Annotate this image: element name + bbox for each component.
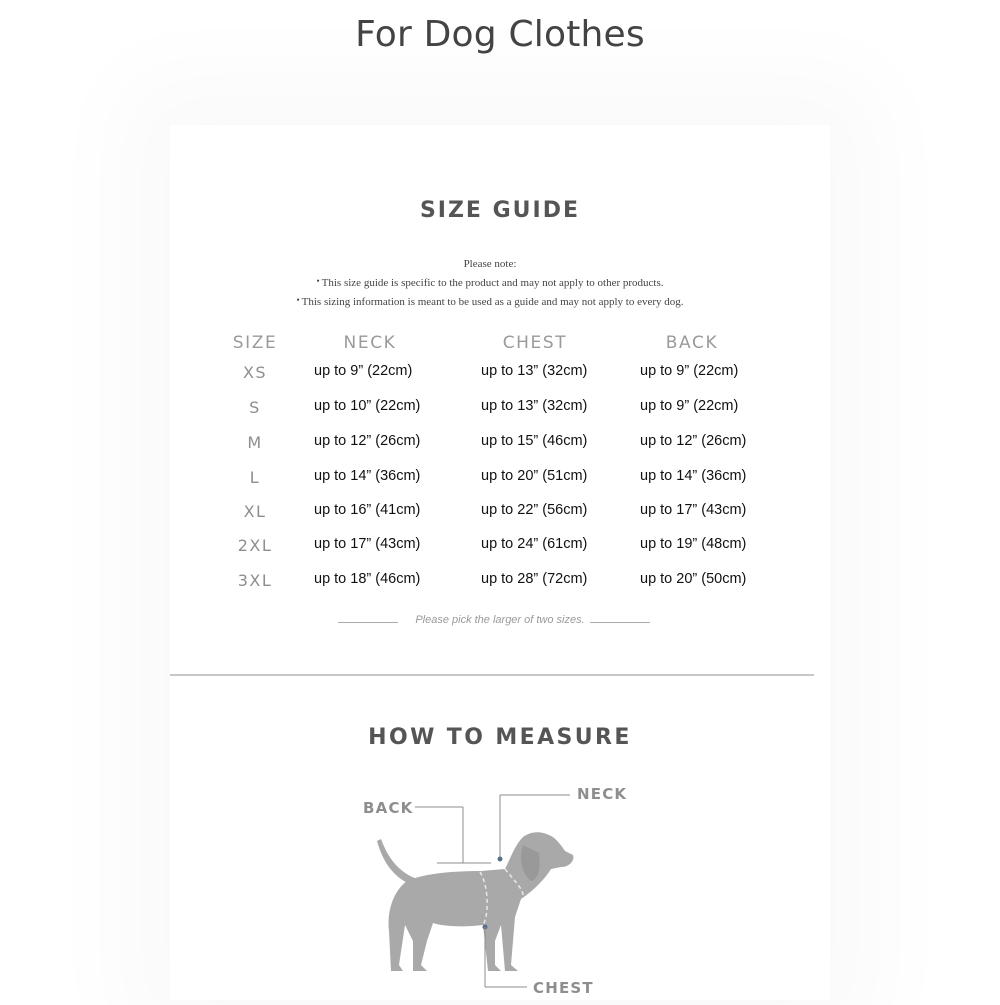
table-row <box>0 398 1000 422</box>
table-row <box>0 433 1000 457</box>
back-cell: up to 9” (22cm) <box>640 363 739 379</box>
chest-cell: up to 28” (72cm) <box>481 571 588 587</box>
chest-cell: up to 13” (32cm) <box>481 398 588 414</box>
bullet-icon: • <box>296 295 300 305</box>
size-footnote: Please pick the larger of two sizes. <box>415 614 585 626</box>
footnote-rule-right <box>590 622 650 623</box>
chest-cell: up to 22” (56cm) <box>481 502 588 518</box>
chest-cell: up to 15” (46cm) <box>481 433 588 449</box>
neck-cell: up to 16” (41cm) <box>314 502 421 518</box>
size-cell: 3XL <box>237 571 273 590</box>
table-row <box>0 468 1000 492</box>
size-guide-title: SIZE GUIDE <box>419 198 581 223</box>
size-cell: 2XL <box>237 536 273 555</box>
back-cell: up to 17” (43cm) <box>640 502 747 518</box>
section-divider <box>170 674 814 676</box>
back-cell: up to 19” (48cm) <box>640 536 747 552</box>
back-label: BACK <box>363 799 414 817</box>
notes-heading: Please note: <box>463 258 517 270</box>
table-row <box>0 571 1000 595</box>
note-item <box>0 273 980 292</box>
note-item <box>0 292 980 311</box>
size-cell: M <box>247 433 263 452</box>
neck-cell: up to 18” (46cm) <box>314 571 421 587</box>
note-text: This sizing information is meant to be used as a guide and may not apply to every dog. <box>301 296 684 308</box>
size-cell: S <box>249 398 261 417</box>
bullet-icon: • <box>316 276 320 286</box>
table-row <box>0 363 1000 387</box>
neck-cell: up to 12” (26cm) <box>314 433 421 449</box>
neck-cell: up to 10” (22cm) <box>314 398 421 414</box>
neck-cell: up to 9” (22cm) <box>314 363 413 379</box>
page-title: For Dog Clothes <box>355 14 645 55</box>
neck-cell: up to 14” (36cm) <box>314 468 421 484</box>
size-guide-notes <box>0 256 980 311</box>
size-cell: L <box>249 468 261 487</box>
chest-label: CHEST <box>533 979 594 997</box>
measure-diagram <box>355 775 645 1000</box>
back-cell: up to 20” (50cm) <box>640 571 747 587</box>
header-chest: CHEST <box>502 333 568 353</box>
back-cell: up to 14” (36cm) <box>640 468 747 484</box>
chest-cell: up to 13” (32cm) <box>481 363 588 379</box>
size-cell: XL <box>243 502 267 521</box>
chest-cell: up to 20” (51cm) <box>481 468 588 484</box>
neck-cell: up to 17” (43cm) <box>314 536 421 552</box>
table-row <box>0 502 1000 526</box>
back-cell: up to 12” (26cm) <box>640 433 747 449</box>
header-back: BACK <box>665 333 719 353</box>
table-row <box>0 536 1000 560</box>
back-cell: up to 9” (22cm) <box>640 398 739 414</box>
note-text: This size guide is specific to the product and may not apply to other products. <box>321 277 664 289</box>
how-to-measure-title: HOW TO MEASURE <box>368 725 632 750</box>
header-size: SIZE <box>232 333 278 353</box>
header-neck: NECK <box>343 333 397 353</box>
chest-cell: up to 24” (61cm) <box>481 536 588 552</box>
neck-label: NECK <box>577 785 628 803</box>
size-cell: XS <box>242 363 268 382</box>
